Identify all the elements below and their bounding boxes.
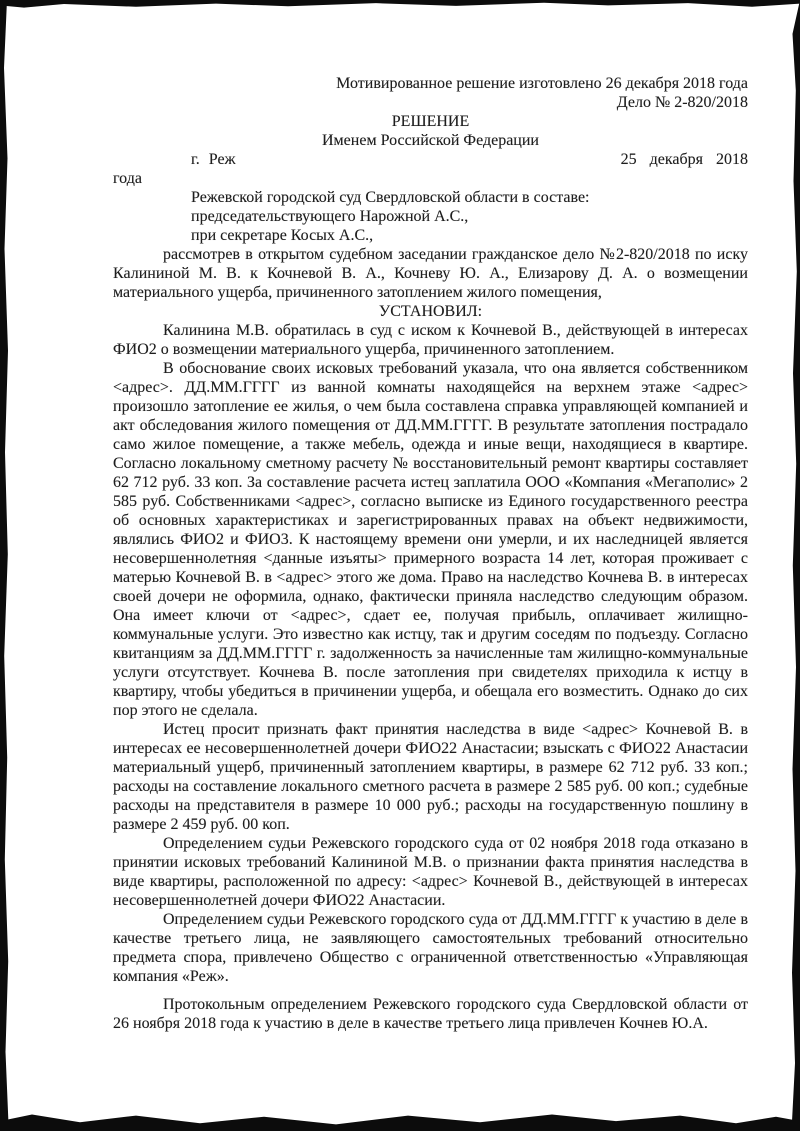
decision-subtitle: Именем Российской Федерации xyxy=(322,132,539,149)
paragraph-claim-filed: Калинина М.В. обратилась в суд с иском к Кочневой В., действующей в интересах ФИО2 о возмещении материального ущерба, причиненного затоплением. xyxy=(113,322,748,358)
decision-title: РЕШЕНИЕ xyxy=(391,113,470,130)
paragraph-claim-demands: Истец просит признать факт принятия наследства в виде <адрес> Кочневой В. в интересах ее несовершеннолетней дочери ФИО22 Анастасии; взыскать с ФИО22 Анастасии материальный ущерб, причиненный затоплением квартиры, в размере 62 712 руб. 33 коп.; расходы на составление локального сметного расчета в размере 2 585 руб. 00 коп.; судебные расходы на представителя в размере 10 000 руб.; расходы на государственную пошлину в размере 2 459 руб. 00 коп. xyxy=(113,721,748,833)
paragraph-third-party-uk-rezh: Определением судьи Режевского городского суда от ДД.ММ.ГГГГ к участию в деле в качестве третьего лица, не заявляющего самостоятельных требований относительно предмета спора, привлечено Общество с ограниченной ответственностью «Управляющая компания «Реж». xyxy=(113,911,748,985)
year-word: года xyxy=(113,170,142,187)
paragraph-third-party-kochnev: Протокольным определением Режевского городского суда Свердловской области от 26 ноября 2018 года к участию в деле в качестве третьего лица привлечен Кочнев Ю.А. xyxy=(113,996,748,1032)
case-intro-paragraph: рассмотрев в открытом судебном заседании гражданское дело №2-820/2018 по иску Калининой М. В. к Кочневой В. А., Кочневу Ю. А., Елизарову Д. А. о возмещении материального ущерба, причиненного затоплением жилого помещения, xyxy=(113,246,748,301)
presiding-judge-line: председательствующего Нарожной А.С., xyxy=(191,208,469,225)
court-composition-line: Режевской городской суд Свердловской области в составе: xyxy=(191,189,590,206)
city-label: г. Реж xyxy=(191,151,236,168)
city-date-row xyxy=(113,150,748,169)
motivated-decision-line: Мотивированное решение изготовлено 26 декабря 2018 года xyxy=(336,75,748,92)
secretary-line: при секретаре Косых А.С., xyxy=(191,227,374,244)
case-number-line: Дело № 2-820/2018 xyxy=(616,94,748,111)
decision-date: 25 декабря 2018 xyxy=(620,151,748,168)
paragraph-claim-grounds: В обоснование своих исковых требований указала, что она является собственником <адрес>. ДД.ММ.ГГГГ из ванной комнаты находящейся на верхнем этаже <адрес> произошло затопление ее жилья, о чем была составлена справка управляющей компанией и акт обследования жилого помещения от ДД.ММ.ГГГГ. В результате затопления пострадало само жилое помещение, а также мебель, одежда и иные вещи, находящиеся в квартире. Согласно локальному сметному расчету № восстановительный ремонт квартиры составляет 62 712 руб. 33 коп. За составление расчета истец заплатила ООО «Компания «Мегаполис» 2 585 руб. Собственниками <адрес>, согласно выписке из Единого государственного реестра об основных характеристиках и зарегистрированных правах на объект недвижимости, являлись ФИО2 и ФИО3. К настоящему времени они умерли, и их наследницей является несовершеннолетняя <данные изъяты> примерного возраста 14 лет, которая проживает с матерью Кочневой В. в <адрес> этого же дома. Право на наследство Кочнева В. в интересах своей дочери не оформила, однако, фактически приняла наследство следующим образом. Она имеет ключи от <адрес>, сдает ее, получая прибыль, оплачивает жилищно-коммунальные услуги. Это известно как истцу, так и другим соседям по подъезду. Согласно квитанциям за ДД.ММ.ГГГГ г. задолженность за начисленные там жилищно-коммунальные услуги отсутствует. Кочнева В. после затопления при свидетелях приходила к истцу в квартиру, чтобы убедиться в причинении ущерба, и обещала его возместить. Однако до сих пор этого не сделала. xyxy=(113,360,748,719)
established-heading: УСТАНОВИЛ: xyxy=(378,303,483,320)
paragraph-ruling-refusal: Определением судьи Режевского городского суда от 02 ноября 2018 года отказано в принятии исковых требований Калининой М.В. о признании факта принятия наследства в виде квартиры, расположенной по адресу: <адрес> Кочневой В., действующей в интересах несовершеннолетней дочери ФИО22 Анастасии. xyxy=(113,835,748,909)
